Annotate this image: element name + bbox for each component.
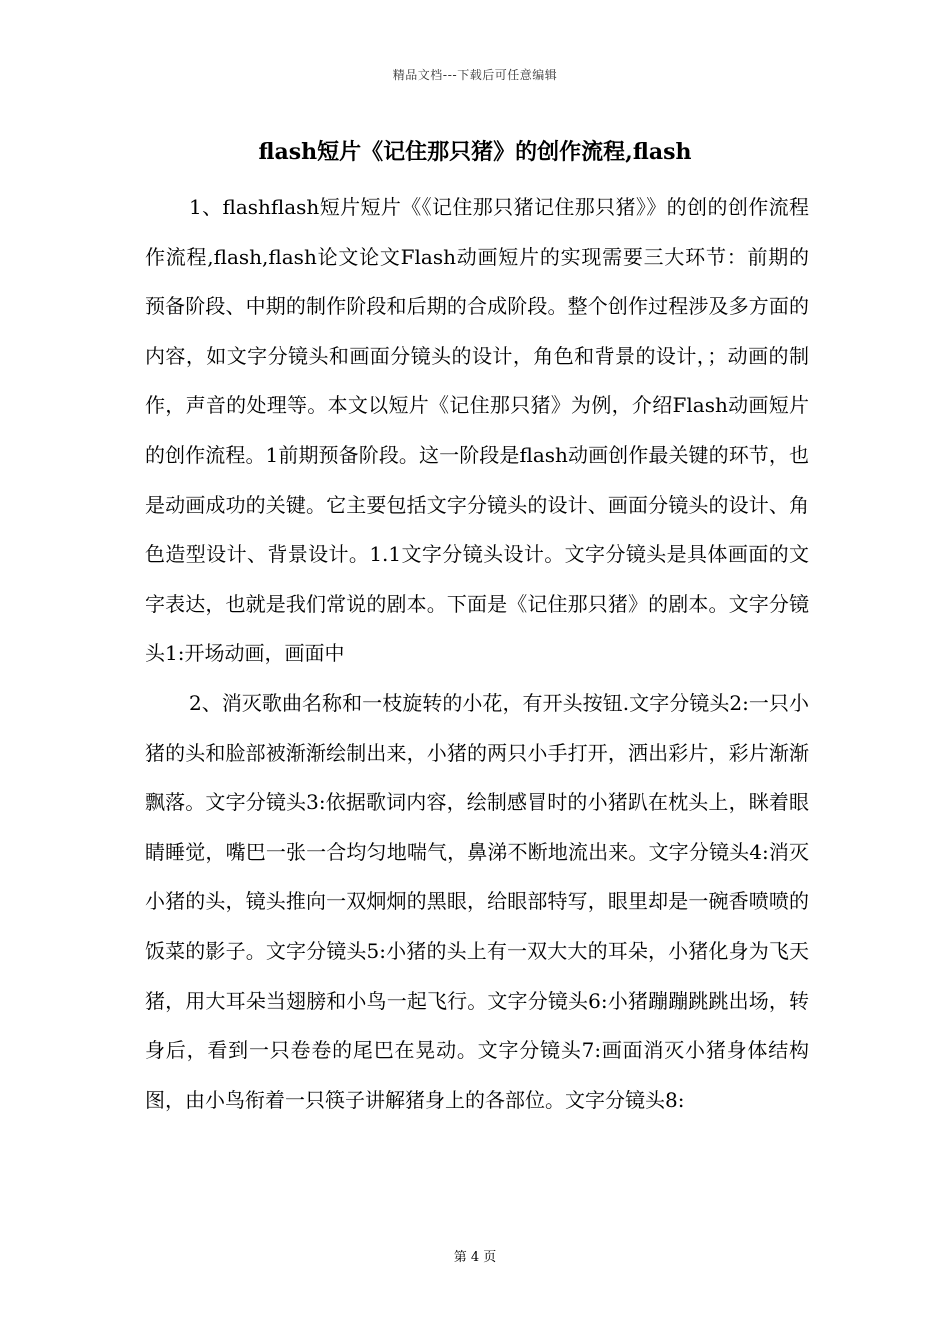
page-header: 精品文档---下载后可任意编辑 bbox=[392, 68, 558, 82]
paragraph-2: 2、消灭歌曲名称和一枝旋转的小花，有开头按钮.文字分镜头2:一只小猪的头和脸部被渐渐绘制出来，小猪的两只小手打开，洒出彩片，彩片渐渐飘落。文字分镜头3:依据歌词内容，绘制感冒时的小猪趴在枕头上，眯着眼睛睡觉，嘴巴一张一合均匀地喘气，鼻涕不断地流出来。文字分镜头4:消灭小猪的头，镜头推向一双炯炯的黑眼，给眼部特写，眼里却是一碗香喷喷的饭菜的影子。文字分镜头5:小猪的头上有一双大大的耳朵，小猪化身为飞天猪，用大耳朵当翅膀和小鸟一起飞行。文字分镜头6:小猪蹦蹦跳跳出场，转身后，看到一只卷卷的尾巴在晃动。文字分镜头7:画面消灭小猪身体结构图，由小鸟衔着一只筷子讲解猪身上的各部位。文字分镜头8: bbox=[145, 690, 809, 1112]
page-number: 第 4 页 bbox=[453, 1250, 497, 1265]
document-title: flash短片《记住那只猪》的创作流程,flash bbox=[258, 139, 692, 165]
document-body bbox=[145, 183, 809, 1125]
paragraph-1: 1、flashflash短片短片《《记住那只猪记住那只猪》》的创的创作流程作流程,flash,flash论文论文Flash动画短片的实现需要三大环节：前期的预备阶段、中期的制作阶段和后期的合成阶段。整个创作过程涉及多方面的内容，如文字分镜头和画面分镜头的设计，角色和背景的设计，；动画的制作，声音的处理等。本文以短片《记住那只猪》为例，介绍Flash动画短片的创作流程。1前期预备阶段。这一阶段是flash动画创作最关键的环节，也是动画成功的关键。它主要包括文字分镜头的设计、画面分镜头的设计、角色造型设计、背景设计。1.1文字分镜头设计。文字分镜头是具体画面的文字表达，也就是我们常说的剧本。下面是《记住那只猪》的剧本。文字分镜头1:开场动画，画面中 bbox=[145, 195, 809, 666]
